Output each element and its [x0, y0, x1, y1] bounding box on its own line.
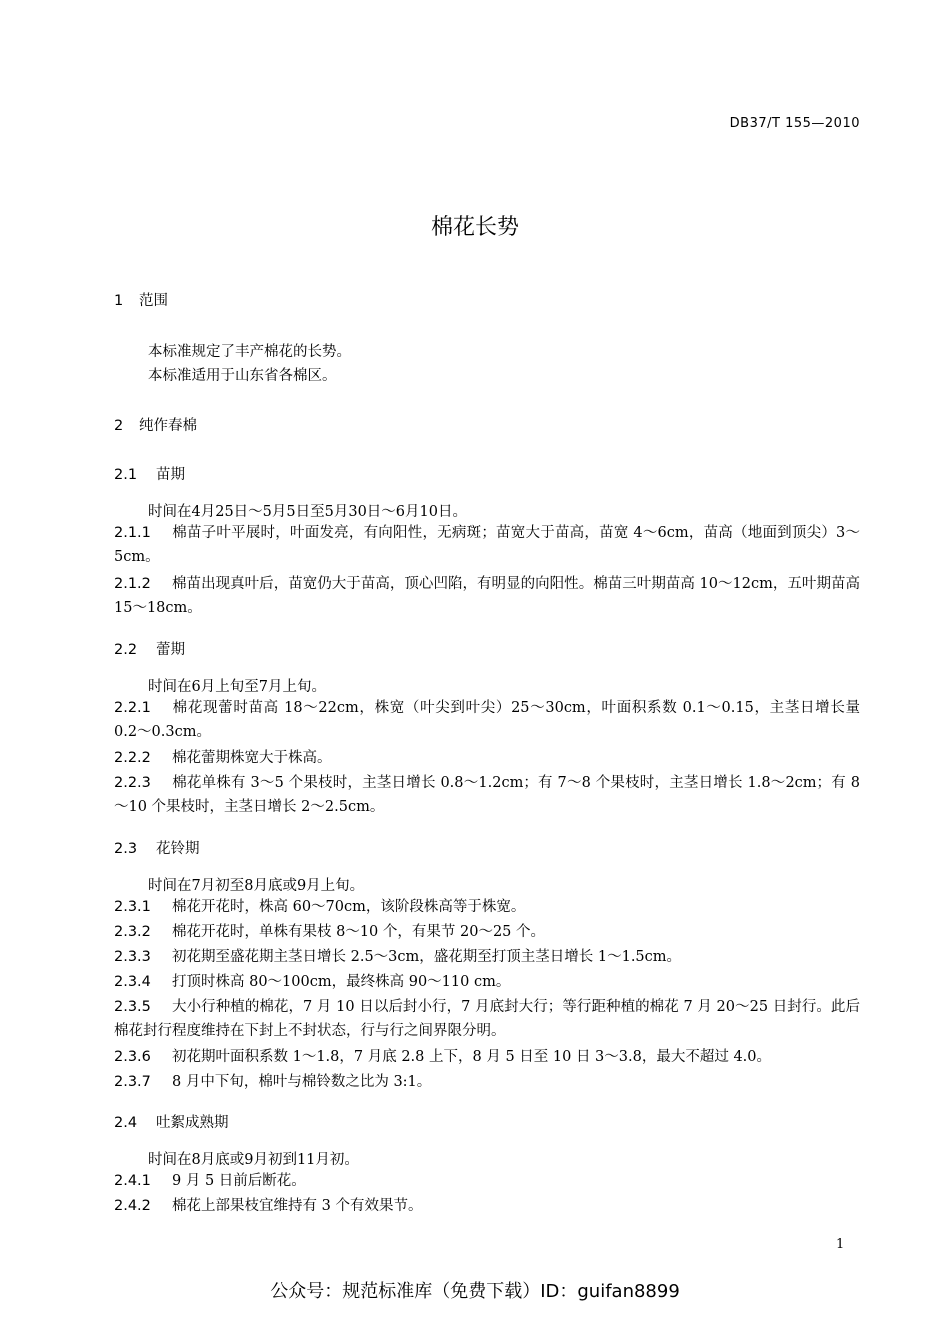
- time-paragraph: 时间在6月上旬至7月上旬。: [148, 679, 326, 695]
- subsection-heading: 2.2 蕾期: [114, 642, 185, 658]
- scope-paragraph: 本标准适用于山东省各棉区。: [148, 368, 337, 384]
- clause: 2.3.1 棉花开花时，株高 60～70cm，该阶段株高等于株宽。: [114, 899, 526, 915]
- subsection-heading: 2.3 花铃期: [114, 841, 200, 857]
- subsection-heading: 2.1 苗期: [114, 467, 185, 483]
- footer-watermark: 公众号：规范标准库（免费下载）ID：guifan8899: [270, 1281, 680, 1302]
- section-heading: 2 纯作春棉: [114, 418, 197, 434]
- subsection-heading: 2.4 吐絮成熟期: [114, 1115, 229, 1131]
- document-title: 棉花长势: [430, 215, 519, 240]
- clause: 2.3.7 8 月中下旬，棉叶与棉铃数之比为 3:1。: [114, 1074, 432, 1090]
- time-paragraph: 时间在7月初至8月底或9月上旬。: [148, 878, 365, 894]
- time-paragraph: 时间在8月底或9月初到11月初。: [148, 1152, 359, 1168]
- page-number: 1: [836, 1237, 845, 1252]
- clause: 2.3.6 初花期叶面积系数 1～1.8，7 月底 2.8 上下，8 月 5 日至 10 日 3～3.8，最大不超过 4.0。: [114, 1049, 772, 1065]
- standard-code: DB37/T 155—2010: [729, 116, 860, 131]
- clause: 2.3.4 打顶时株高 80～100cm，最终株高 90～110 cm。: [114, 974, 511, 990]
- clause: 2.2.3 棉花单株有 3～5 个果枝时，主茎日增长 0.8～1.2cm；有 7～8 个果枝时，主茎日增长 1.8～2cm；有 8～10 个果枝时，主茎日增长 2～2.5cm。: [114, 775, 860, 815]
- clause: 2.1.1 棉苗子叶平展时，叶面发亮，有向阳性，无病斑；苗宽大于苗高，苗宽 4～6cm，苗高（地面到顶尖）3～5cm。: [114, 525, 860, 565]
- clause: 2.2.2 棉花蕾期株宽大于株高。: [114, 750, 332, 766]
- time-paragraph: 时间在4月25日～5月5日至5月30日～6月10日。: [148, 504, 467, 520]
- clause: 2.3.2 棉花开花时，单株有果枝 8～10 个，有果节 20～25 个。: [114, 924, 546, 940]
- clause: 2.4.2 棉花上部果枝宜维持有 3 个有效果节。: [114, 1198, 423, 1214]
- clause: 2.1.2 棉苗出现真叶后，苗宽仍大于苗高，顶心凹陷，有明显的向阳性。棉苗三叶期苗高 10～12cm，五叶期苗高 15～18cm。: [114, 576, 860, 616]
- clause: 2.2.1 棉花现蕾时苗高 18～22cm，株宽（叶尖到叶尖）25～30cm，叶面积系数 0.1～0.15，主茎日增长量 0.2～0.3cm。: [114, 700, 860, 740]
- clause: 2.4.1 9 月 5 日前后断花。: [114, 1173, 306, 1189]
- clause: 2.3.5 大小行种植的棉花，7 月 10 日以后封小行，7 月底封大行；等行距种植的棉花 7 月 20～25 日封行。此后棉花封行程度维持在下封上不封状态，行与行之间界限分明。: [114, 999, 860, 1039]
- section-heading: 1 范围: [114, 293, 168, 309]
- clause: 2.3.3 初花期至盛花期主茎日增长 2.5～3cm，盛花期至打顶主茎日增长 1～1.5cm。: [114, 949, 682, 965]
- scope-paragraph: 本标准规定了丰产棉花的长势。: [148, 344, 351, 360]
